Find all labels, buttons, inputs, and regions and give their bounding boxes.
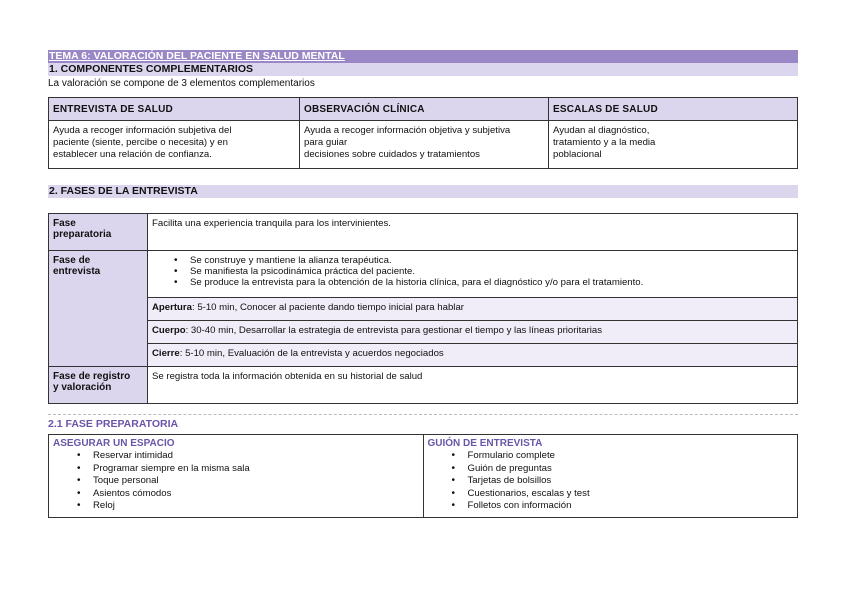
row-fase-preparatoria [49, 214, 798, 251]
components-body-row [49, 121, 798, 169]
list-item: • Toque personal [93, 475, 419, 488]
row-cierre [49, 344, 798, 367]
section-2-1-title: 2.1 FASE PREPARATORIA [48, 418, 179, 430]
list-item: • Se manifiesta la psicodinámica práctica del paciente. [190, 266, 793, 277]
row-apertura [49, 298, 798, 321]
phases-table [48, 213, 798, 404]
header-escalas: ESCALAS DE SALUD [549, 98, 798, 121]
cell-observacion: Ayuda a recoger información objetiva y subjetiva para guiar decisiones sobre cuidados y tratamientos [300, 121, 549, 169]
components-header-row [49, 98, 798, 121]
cell-cierre [148, 344, 798, 367]
list-item: • Tarjetas de bolsillos [468, 475, 794, 488]
text-fase-preparatoria: Facilita una experiencia tranquila para los intervinientes. [148, 214, 798, 251]
cell-asegurar-espacio [49, 435, 424, 518]
guion-entrevista-list [428, 450, 794, 513]
list-item: • Cuestionarios, escalas y test [468, 488, 794, 501]
row-fase-entrevista [49, 251, 798, 298]
cell-entrevista: Ayuda a recoger información subjetiva del paciente (siente, percibe o necesita) y en establecer una relación de confianza. [49, 121, 300, 169]
cell-apertura [148, 298, 798, 321]
apertura-label: Apertura [152, 302, 192, 313]
text-fase-registro: Se registra toda la información obtenida en su historial de salud [148, 367, 798, 404]
cuerpo-text: : 30-40 min, Desarrollar la estrategia de entrevista para gestionar el tiempo y las líneas prioritarias [185, 325, 603, 336]
cell-cuerpo [148, 321, 798, 344]
asegurar-espacio-list [53, 450, 419, 513]
label-fase-entrevista: Fase de entrevista [49, 251, 148, 367]
list-item: • Reloj [93, 500, 419, 513]
fase-entrevista-bullets [148, 251, 798, 298]
header-entrevista: ENTREVISTA DE SALUD [49, 98, 300, 121]
list-item: • Folletos con información [468, 500, 794, 513]
topic-title: TEMA 6: VALORACIÓN DEL PACIENTE EN SALUD MENTAL [48, 50, 798, 63]
list-item: • Asientos cómodos [93, 488, 419, 501]
divider [48, 414, 798, 415]
header-observacion: OBSERVACIÓN CLÍNICA [300, 98, 549, 121]
row-cuerpo [49, 321, 798, 344]
preparatoria-row [49, 435, 798, 518]
document-page [48, 50, 798, 518]
apertura-text: : 5-10 min, Conocer al paciente dando tiempo inicial para hablar [191, 302, 464, 313]
list-item: • Se construye y mantiene la alianza terapéutica. [190, 255, 793, 266]
label-fase-registro: Fase de registro y valoración [49, 367, 148, 404]
preparatoria-table [48, 434, 798, 518]
list-item: • Formulario complete [468, 450, 794, 463]
components-table [48, 97, 798, 169]
list-item: • Guión de preguntas [468, 463, 794, 476]
section-1-title: 1. COMPONENTES COMPLEMENTARIOS [48, 63, 798, 76]
list-item: • Reservar intimidad [93, 450, 419, 463]
section-1-intro: La valoración se compone de 3 elementos complementarios [48, 78, 315, 89]
asegurar-espacio-title: ASEGURAR UN ESPACIO [53, 438, 175, 449]
row-fase-registro [49, 367, 798, 404]
cell-guion-entrevista [423, 435, 798, 518]
guion-entrevista-title: GUIÓN DE ENTREVISTA [427, 438, 543, 449]
cierre-label: Cierre [152, 348, 180, 359]
label-fase-preparatoria: Fase preparatoria [49, 214, 148, 251]
list-item: • Programar siempre en la misma sala [93, 463, 419, 476]
cuerpo-label: Cuerpo [152, 325, 186, 336]
cierre-text: : 5-10 min, Evaluación de la entrevista y acuerdos negociados [179, 348, 444, 359]
list-item: • Se produce la entrevista para la obtención de la historia clínica, para el diagnóstico y/o para el tratamiento. [190, 277, 793, 288]
section-2-title: 2. FASES DE LA ENTREVISTA [48, 185, 798, 198]
cell-escalas: Ayudan al diagnóstico, tratamiento y a la media poblacional [549, 121, 798, 169]
entrevista-bullet-list [152, 255, 793, 288]
